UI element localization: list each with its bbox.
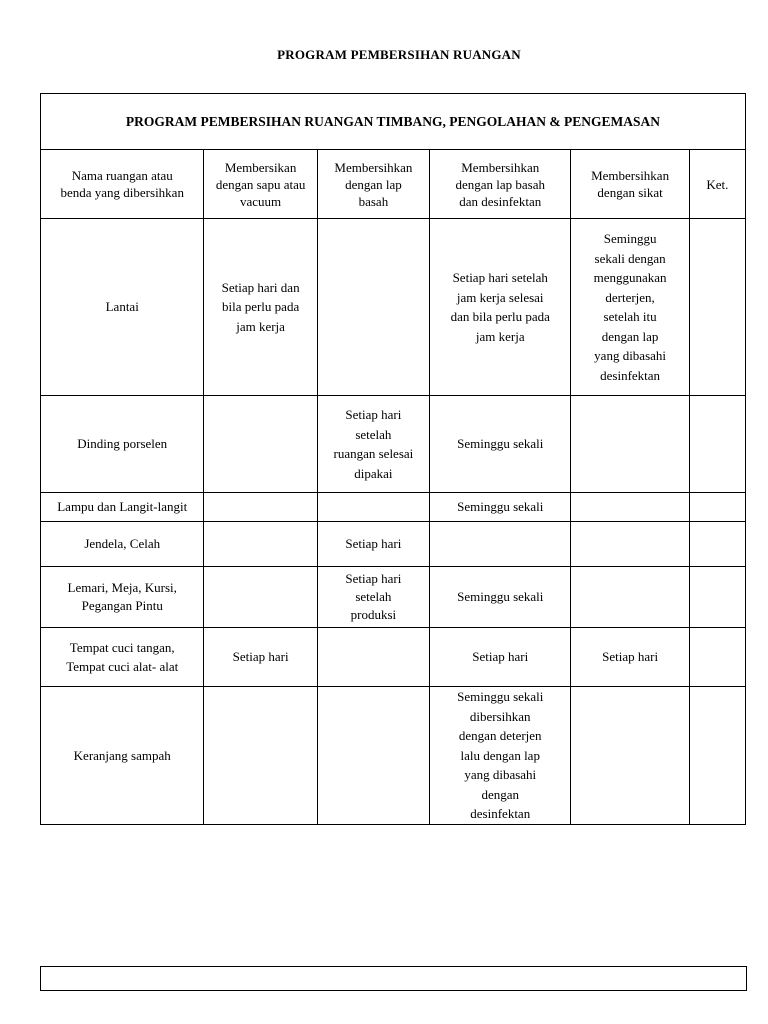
- disinfectant-cell: Seminggu sekali: [430, 567, 571, 628]
- brush-cell: [571, 493, 689, 522]
- row-name-cell: Lampu dan Langit-langit: [41, 493, 204, 522]
- column-header-broom-vacuum: Membersikan dengan sapu atau vacuum: [204, 150, 317, 219]
- column-header-brush: Membersihkan dengan sikat: [571, 150, 689, 219]
- wet-cloth-cell: [317, 628, 429, 687]
- table-header-row: [41, 150, 746, 219]
- brush-cell: [571, 396, 689, 493]
- brush-cell: [571, 522, 689, 567]
- table-title: PROGRAM PEMBERSIHAN RUANGAN TIMBANG, PENGOLAHAN & PENGEMASAN: [41, 94, 746, 150]
- column-header-notes: Ket.: [689, 150, 745, 219]
- row-name-cell: Lantai: [41, 219, 204, 396]
- notes-cell: [689, 219, 745, 396]
- wet-cloth-cell: Setiap hari: [317, 522, 429, 567]
- row-name-cell: Keranjang sampah: [41, 687, 204, 825]
- broom-vacuum-cell: [204, 396, 317, 493]
- column-header-wet-cloth: Membersihkan dengan lap basah: [317, 150, 429, 219]
- brush-cell: [571, 567, 689, 628]
- disinfectant-cell: [430, 522, 571, 567]
- document-title: PROGRAM PEMBERSIHAN RUANGAN: [277, 47, 521, 62]
- notes-cell: [689, 628, 745, 687]
- wet-cloth-cell: [317, 493, 429, 522]
- cleaning-schedule-table: [40, 93, 746, 825]
- row-name-cell: Tempat cuci tangan, Tempat cuci alat- alat: [41, 628, 204, 687]
- brush-cell: Seminggu sekali dengan menggunakan derterjen, setelah itu dengan lap yang dibasahi desinfektan: [571, 219, 689, 396]
- table-row: [41, 628, 746, 687]
- wet-cloth-cell: Setiap hari setelah ruangan selesai dipakai: [317, 396, 429, 493]
- disinfectant-cell: Setiap hari setelah jam kerja selesai dan bila perlu pada jam kerja: [430, 219, 571, 396]
- broom-vacuum-cell: [204, 522, 317, 567]
- broom-vacuum-cell: [204, 567, 317, 628]
- table-row: [41, 687, 746, 825]
- wet-cloth-cell: [317, 687, 429, 825]
- table-row: [41, 522, 746, 567]
- notes-cell: [689, 687, 745, 825]
- table-row: [41, 396, 746, 493]
- row-name-cell: Lemari, Meja, Kursi, Pegangan Pintu: [41, 567, 204, 628]
- broom-vacuum-cell: [204, 493, 317, 522]
- disinfectant-cell: Seminggu sekali: [430, 396, 571, 493]
- row-name-cell: Dinding porselen: [41, 396, 204, 493]
- disinfectant-cell: Seminggu sekali: [430, 493, 571, 522]
- table-row: [41, 219, 746, 396]
- table-row: [41, 567, 746, 628]
- notes-cell: [689, 493, 745, 522]
- notes-cell: [689, 567, 745, 628]
- wet-cloth-cell: Setiap hari setelah produksi: [317, 567, 429, 628]
- row-name-cell: Jendela, Celah: [41, 522, 204, 567]
- table-title-row: [41, 94, 746, 150]
- wet-cloth-cell: [317, 219, 429, 396]
- broom-vacuum-cell: [204, 687, 317, 825]
- notes-cell: [689, 396, 745, 493]
- footer-box: [40, 966, 747, 991]
- broom-vacuum-cell: Setiap hari: [204, 628, 317, 687]
- brush-cell: [571, 687, 689, 825]
- broom-vacuum-cell: Setiap hari dan bila perlu pada jam kerja: [204, 219, 317, 396]
- table-row: [41, 493, 746, 522]
- column-header-room-name: Nama ruangan atau benda yang dibersihkan: [41, 150, 204, 219]
- notes-cell: [689, 522, 745, 567]
- disinfectant-cell: Setiap hari: [430, 628, 571, 687]
- column-header-wet-cloth-disinfectant: Membersihkan dengan lap basah dan desinfektan: [430, 150, 571, 219]
- disinfectant-cell: Seminggu sekali dibersihkan dengan deterjen lalu dengan lap yang dibasahi dengan desinfektan: [430, 687, 571, 825]
- brush-cell: Setiap hari: [571, 628, 689, 687]
